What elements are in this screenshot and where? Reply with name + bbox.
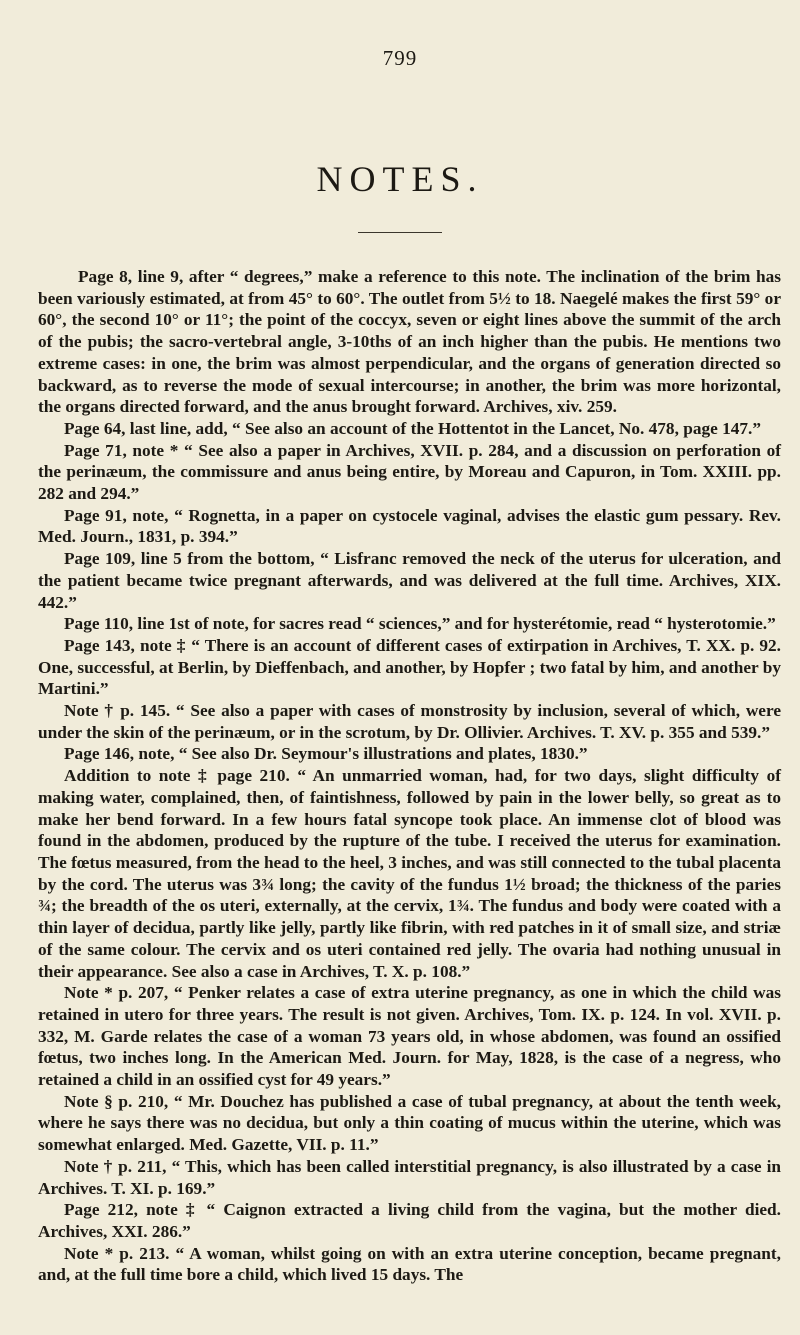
note-paragraph: Note * p. 213. “ A woman, whilst going on with an extra uterine conception, became pregnant, and, at the full time bore a child, which lived 15 days. The bbox=[38, 1243, 781, 1285]
note-paragraph: Page 91, note, “ Rognetta, in a paper on cystocele vaginal, advises the elastic gum pessary. Rev. Med. Journ., 1831, p. 394.” bbox=[38, 505, 781, 547]
note-paragraph: Addition to note ‡ page 210. “ An unmarried woman, had, for two days, slight difficulty of making water, complained, then, of faintishness, followed by pain in the lower belly, so great as to make her bend forward. In a few hours fatal syncope took place. An immense clot of blood was found in the abdomen, produced by the rupture of the tube. I received the uterus for examination. The fœtus measured, from the head to the heel, 3 inches, and was still connected to the tubal placenta by the cord. The uterus was 3¾ long; the cavity of the fundus 1½ broad; the thickness of the paries ¾; the breadth of the os uteri, externally, at the cervix, 1¾. The fundus and body were coated with a thin layer of decidua, partly like jelly, partly like fibrin, with red patches in it of small size, and striæ of the same colour. The cervix and os uteri contained red jelly. The ovaria had nothing unusual in their appearance. See also a case in Archives, T. X. p. 108.” bbox=[38, 766, 781, 981]
note-paragraph: Page 71, note * “ See also a paper in Archives, XVII. p. 284, and a discussion on perforation of the perinæum, the commissure and anus being entire, by Moreau and Capuron, in Tom. XXIII. pp. 282 and 294.” bbox=[38, 440, 781, 504]
note-paragraph: Page 146, note, “ See also Dr. Seymour's illustrations and plates, 1830.” bbox=[64, 744, 588, 764]
page-number: 799 bbox=[382, 46, 418, 70]
note-paragraph: Note † p. 145. “ See also a paper with cases of monstrosity by inclusion, several of which, were under the skin of the perinæum, or in the scrotum, by Dr. Ollivier. Archives. T. XV. p. 355 and 539.” bbox=[38, 701, 781, 742]
note-paragraph: Page 8, line 9, after “ degrees,” make a reference to this note. The inclination of the brim has been variously estimated, at from 45° to 60°. The outlet from 5½ to 18. Naegelé makes the first 59° or 60°, the second 10° or 11°; the point of the coccyx, seven or eight lines above the summit of the arch of the pubis; the sacro-vertebral angle, 3-10ths of an inch higher than the pubis. He mentions two extreme cases: in one, the brim was almost perpendicular, and the organs of generation directed so backward, as to reverse the mode of sexual intercourse; in another, the brim was more horizontal, the organs directed forward, and the anus brought forward. Archives, xiv. 259. bbox=[38, 267, 781, 417]
note-paragraph: Note * p. 207, “ Penker relates a case of extra uterine pregnancy, as one in which the child was retained in utero for three years. The result is not given. Archives, Tom. IX. p. 124. In vol. XVII. p. 332, M. Garde relates the case of a woman 73 years old, in whose abdomen, was found an ossified fœtus, two inches long. In the American Med. Journ. for May, 1828, is the case of a negress, who retained a child in an ossified cyst for 49 years.” bbox=[38, 983, 781, 1090]
note-paragraph: Page 64, last line, add, “ See also an account of the Hottentot in the Lancet, No. 478, page 147.” bbox=[64, 418, 761, 438]
note-paragraph: Page 110, line 1st of note, for sacres read “ sciences,” and for hysterétomie, read “ hysterotomie.” bbox=[64, 614, 776, 634]
note-paragraph: Page 143, note ‡ “ There is an account of different cases of extirpation in Archives, T. XX. p. 92. One, successful, at Berlin, by Dieffenbach, and another, by Hopfer ; two fatal by him, and another by Martini.” bbox=[38, 635, 781, 699]
note-paragraph: Page 212, note ‡ “ Caignon extracted a living child from the vagina, but the mother died. Archives, XXI. 286.” bbox=[38, 1200, 781, 1241]
note-paragraph: Note § p. 210, “ Mr. Douchez has published a case of tubal pregnancy, at about the tenth week, where he says there was no decidua, but only a thin coating of mucus within the uterine, which was somewhat enlarged. Med. Gazette, VII. p. 11.” bbox=[38, 1091, 781, 1155]
note-paragraph: Note † p. 211, “ This, which has been called interstitial pregnancy, is also illustrated by a case in Archives. T. XI. p. 169.” bbox=[38, 1156, 781, 1198]
notes-body bbox=[38, 266, 781, 1286]
heading-rule bbox=[358, 232, 442, 233]
note-paragraph: Page 109, line 5 from the bottom, “ Lisfranc removed the neck of the uterus for ulceration, and the patient became twice pregnant afterwards, and was delivered at the full time. Archives, XIX. 442.” bbox=[38, 549, 781, 612]
page-heading: NOTES. bbox=[316, 159, 484, 199]
